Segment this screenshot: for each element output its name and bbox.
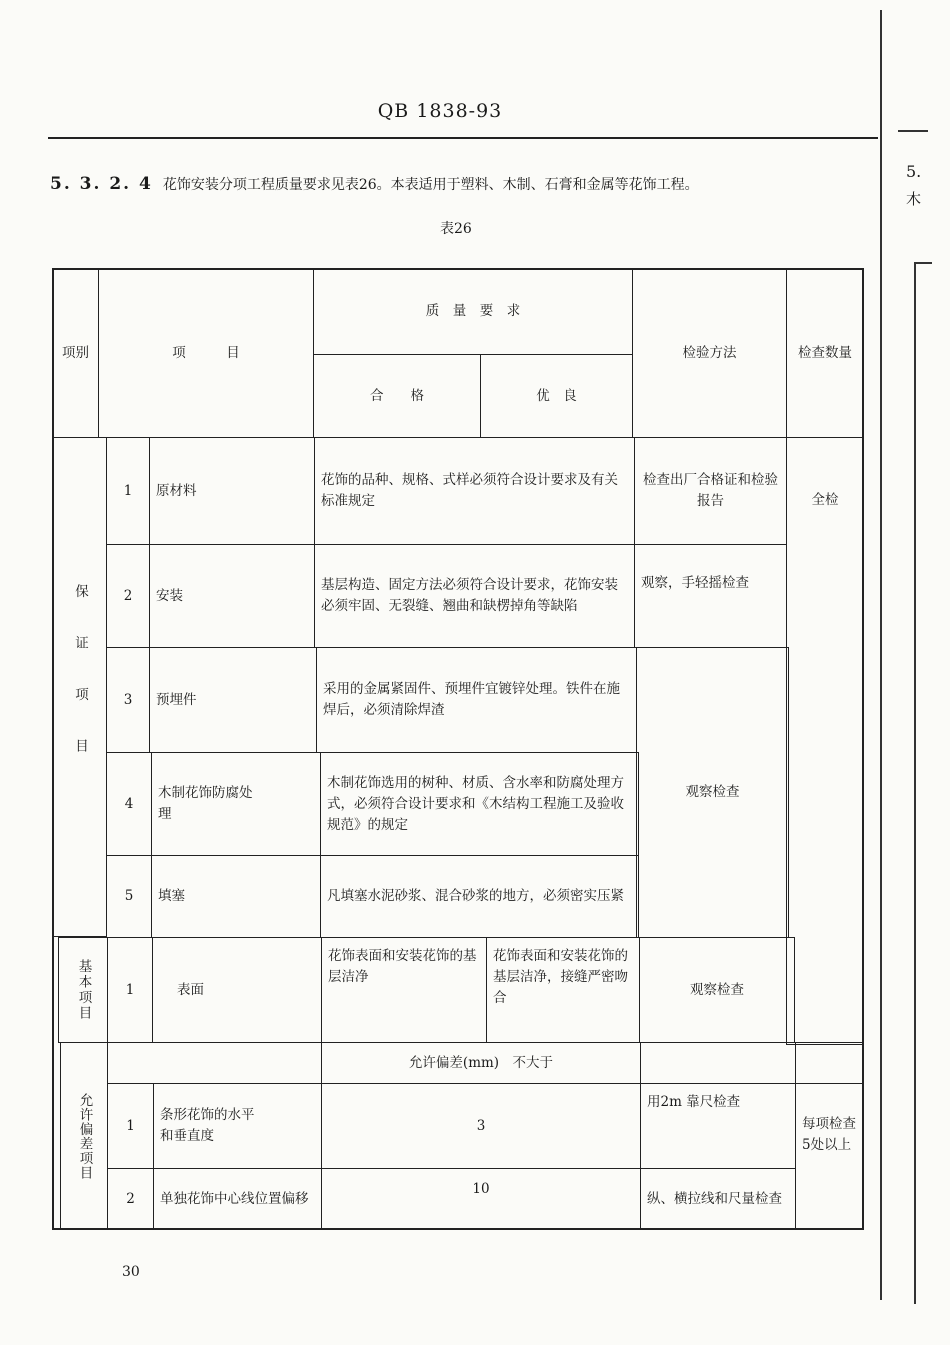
deviation-row-1-method: 用2m 靠尺检查: [640, 1083, 796, 1169]
guarantee-quantity-text: 全检: [811, 492, 839, 508]
guarantee-row-4-item: 木制花饰防腐处理: [151, 752, 321, 856]
basic-row-method: 观察检查: [639, 937, 795, 1043]
header-good: 优 良: [480, 354, 633, 438]
guarantee-method-3-5: 观察检查: [636, 647, 789, 938]
deviation-row-1-value: 3: [321, 1083, 641, 1169]
header-category: 项别: [52, 268, 99, 438]
guarantee-row-5-requirement: 凡填塞水泥砂浆、混合砂浆的地方，必须密实压紧: [320, 855, 639, 938]
deviation-row-2-item: 单独花饰中心线位置偏移: [153, 1168, 322, 1230]
guarantee-row-5-no: 5: [106, 855, 152, 938]
deviation-subheader-qty: [795, 1042, 864, 1084]
deviation-row-2-value-text: 10: [472, 1181, 490, 1197]
guarantee-category-label: 保证项目: [72, 584, 88, 790]
margin-fragment-a: 5.: [906, 162, 922, 181]
deviation-subheader-left: [107, 1042, 322, 1084]
header-item: 项 目: [98, 268, 314, 438]
guarantee-row-3-requirement: 采用的金属紧固件、预埋件宜镀锌处理。铁件在施焊后，必须清除焊渣: [316, 647, 637, 753]
basic-row-good: 花饰表面和安装花饰的基层洁净，接缝严密吻合: [486, 937, 640, 1043]
margin-fragment-b: 木: [906, 190, 922, 208]
basic-category: [58, 937, 108, 1043]
page-number: 30: [122, 1264, 140, 1280]
guarantee-row-3-no: 3: [106, 647, 150, 753]
deviation-row-2-no: 2: [107, 1168, 154, 1230]
deviation-subheader: 允许偏差(mm) 不大于: [321, 1042, 641, 1084]
clause-number: 5. 3. 2. 4: [50, 174, 153, 194]
deviation-row-2-value: [321, 1168, 641, 1230]
deviation-category: [60, 1042, 108, 1230]
guarantee-row-5-item: 填塞: [151, 855, 321, 938]
basic-category-label: 基本项目: [75, 959, 92, 1021]
guarantee-row-1-method: 检查出厂合格证和检验报告: [634, 437, 787, 545]
deviation-category-label: 允许偏差项目: [76, 1092, 93, 1180]
guarantee-row-1-item: 原材料: [149, 437, 315, 545]
deviation-quantity: 每项检查5处以上: [795, 1083, 864, 1230]
guarantee-row-2-no: 2: [106, 544, 150, 648]
basic-row-item: 表面: [152, 937, 322, 1043]
header-method: 检验方法: [632, 268, 787, 438]
guarantee-row-1-no: 1: [106, 437, 150, 545]
deviation-row-1-item: 条形花饰的水平和垂直度: [153, 1083, 322, 1169]
header-pass: 合 格: [313, 354, 481, 438]
document-header: QB 1838-93: [377, 100, 503, 122]
guarantee-row-4-requirement: 木制花饰选用的树种、材质、含水率和防腐处理方式，必须符合设计要求和《木结构工程施工及验收规范》的规定: [320, 752, 639, 856]
header-quality: 质 量 要 求: [313, 268, 633, 355]
clause-text: 花饰安装分项工程质量要求见表26。本表适用于塑料、木制、石膏和金属等花饰工程。: [162, 177, 699, 193]
guarantee-quantity: [786, 437, 864, 1045]
guarantee-row-4-no: 4: [106, 752, 152, 856]
guarantee-category: [52, 437, 107, 937]
guarantee-row-2-item: 安装: [149, 544, 315, 648]
table-caption: 表26: [440, 221, 472, 237]
basic-row-no: 1: [107, 937, 153, 1043]
basic-row-pass: 花饰表面和安装花饰的基层洁净: [321, 937, 487, 1043]
deviation-row-1-no: 1: [107, 1083, 154, 1169]
guarantee-row-1-requirement: 花饰的品种、规格、式样必须符合设计要求及有关标准规定: [314, 437, 635, 545]
guarantee-row-2-method: 观察，手轻摇检查: [634, 544, 787, 648]
guarantee-row-2-requirement: 基层构造、固定方法必须符合设计要求，花饰安装必须牢固、无裂缝、翘曲和缺楞掉角等缺陷: [314, 544, 635, 648]
header-quantity: 检查数量: [786, 268, 864, 438]
deviation-subheader-method: [640, 1042, 796, 1084]
guarantee-row-3-item: 预埋件: [149, 647, 317, 753]
deviation-row-2-method: 纵、横拉线和尺量检查: [640, 1168, 796, 1230]
